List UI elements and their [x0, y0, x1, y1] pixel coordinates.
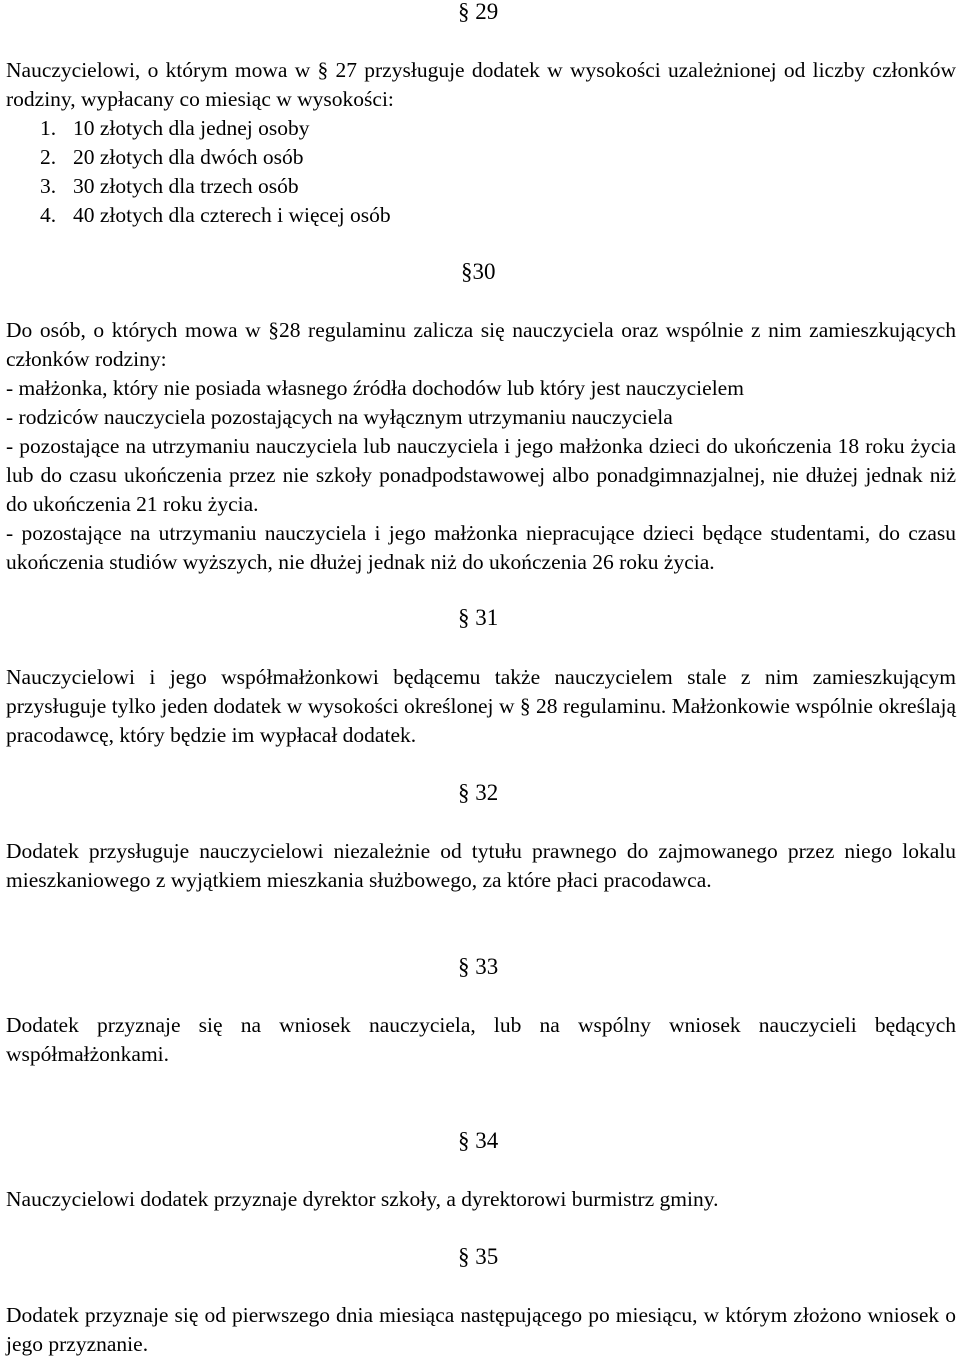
list-item	[40, 114, 391, 143]
section-30-paragraph-students: - pozostające na utrzymaniu nauczyciela i jego małżonka niepracujące dzieci będące studentami, do czasu ukończenia studiów wyższych, nie dłużej jednak niż do ukończenia 26 roku życia.	[6, 521, 956, 574]
section-35-text: Dodatek przyznaje się od pierwszego dnia miesiąca następującego po miesiącu, w którym złożono wniosek o jego przyznanie.	[6, 1303, 956, 1356]
section-33-text: Dodatek przyznaje się na wniosek nauczyciela, lub na wspólny wniosek nauczycieli będących współmałżonkami.	[6, 1013, 956, 1066]
list-item-number: 4.	[40, 203, 57, 227]
section-33-heading: § 33	[458, 954, 499, 979]
section-30-paragraph-children: - pozostające na utrzymaniu nauczyciela lub nauczyciela i jego małżonka dzieci do ukończenia 18 roku życia lub do czasu ukończenia przez nie szkoły ponadpodstawowej albo ponadgimnazjalnej, nie dłużej jednak niż do ukończenia 21 roku życia.	[6, 434, 956, 516]
section-35-heading: § 35	[458, 1244, 499, 1269]
section-30-intro: Do osób, o których mowa w §28 regulaminu zalicza się nauczyciela oraz wspólnie z nim zamieszkujących członków rodziny:	[6, 318, 956, 371]
section-30-line-parents: - rodziców nauczyciela pozostających na wyłącznym utrzymaniu nauczyciela	[6, 405, 673, 429]
section-31-heading: § 31	[458, 605, 499, 630]
section-29-intro: Nauczycielowi, o którym mowa w § 27 przysługuje dodatek w wysokości uzależnionej od liczby członków rodziny, wypłacany co miesiąc w wysokości:	[6, 58, 956, 111]
list-item-number: 3.	[40, 174, 57, 198]
section-32-text: Dodatek przysługuje nauczycielowi niezależnie od tytułu prawnego do zajmowanego przez niego lokalu mieszkaniowego z wyjątkiem mieszkania służbowego, za które płaci pracodawca.	[6, 839, 956, 892]
section-30-heading: §30	[461, 259, 496, 284]
list-item-number: 1.	[40, 116, 57, 140]
list-item	[40, 201, 391, 230]
list-item-number: 2.	[40, 145, 57, 169]
section-34-heading: § 34	[458, 1128, 499, 1153]
list-item-text: 20 złotych dla dwóch osób	[73, 145, 304, 169]
section-32-heading: § 32	[458, 780, 499, 805]
list-item-text: 40 złotych dla czterech i więcej osób	[73, 203, 391, 227]
section-34-text: Nauczycielowi dodatek przyznaje dyrektor szkoły, a dyrektorowi burmistrz gminy.	[6, 1187, 719, 1211]
section-31-text: Nauczycielowi i jego współmałżonkowi będącemu także nauczycielem stale z nim zamieszkującym przysługuje tylko jeden dodatek w wysokości określonej w § 28 regulaminu. Małżonkowie wspólnie określają pracodawcę, który będzie im wypłacał dodatek.	[6, 665, 956, 747]
section-30-line-spouse: - małżonka, który nie posiada własnego źródła dochodów lub który jest nauczycielem	[6, 376, 744, 400]
list-item-text: 30 złotych dla trzech osób	[73, 174, 299, 198]
list-item	[40, 143, 391, 172]
section-29-list	[40, 114, 391, 230]
section-29-heading: § 29	[458, 0, 499, 24]
list-item	[40, 172, 391, 201]
list-item-text: 10 złotych dla jednej osoby	[73, 116, 310, 140]
